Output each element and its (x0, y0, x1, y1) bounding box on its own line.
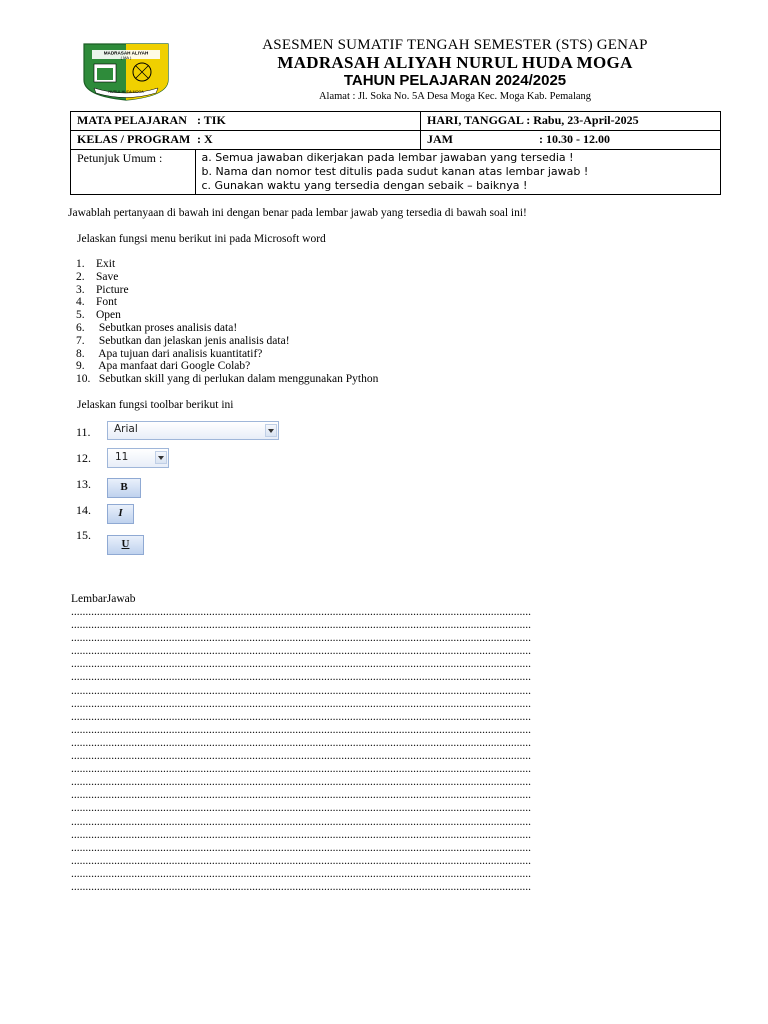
question-number: 4. (76, 296, 85, 309)
petunjuk-label: Petunjuk Umum : (71, 150, 195, 194)
mapel-cell (71, 112, 421, 131)
logo-sub-text: ( MA ) (120, 55, 132, 60)
kelas-value: : X (197, 132, 213, 146)
font-size-dropdown-image (107, 448, 169, 468)
petunjuk-cell (71, 150, 721, 195)
answer-line[interactable]: ................................................................................................................................................................ (71, 658, 531, 671)
answer-line[interactable]: ................................................................................................................................................................ (71, 841, 531, 854)
question-text: Sebutkan skill yang di perlukan dalam menggunakan Python (96, 373, 379, 386)
toolbar-question-number: 13. (76, 477, 91, 491)
petunjuk-items (195, 150, 720, 194)
bold-icon: B (120, 481, 128, 493)
italic-button-image (107, 504, 134, 524)
question-number: 9. (76, 360, 85, 373)
font-name-value: Arial (114, 423, 138, 435)
answer-line[interactable]: ................................................................................................................................................................ (71, 867, 531, 880)
question-text: Open (96, 309, 121, 322)
header (205, 36, 705, 103)
answer-line[interactable]: ................................................................................................................................................................ (71, 619, 531, 632)
petunjuk-item: c. Gunakan waktu yang tersedia dengan sebaik – baiknya ! (201, 179, 528, 192)
list-item (76, 348, 378, 361)
answer-line[interactable]: ................................................................................................................................................................ (71, 645, 531, 658)
question-number: 5. (76, 309, 85, 322)
list-item (76, 373, 378, 386)
answer-line[interactable]: ................................................................................................................................................................ (71, 606, 531, 618)
hari-value: Rabu, 23-April-2025 (533, 113, 639, 127)
question-text: Save (96, 270, 119, 283)
answer-line[interactable]: ................................................................................................................................................................ (71, 776, 531, 789)
petunjuk-item: b. Nama dan nomor test ditulis pada sudut kanan atas lembar jawab ! (201, 165, 589, 178)
exam-info-table (70, 111, 721, 195)
answer-lines[interactable] (71, 606, 723, 894)
answer-line[interactable]: ................................................................................................................................................................ (71, 750, 531, 763)
jam-label: JAM (427, 132, 453, 146)
answer-sheet-title: LembarJawab (71, 593, 136, 605)
question-number: 6. (76, 321, 85, 334)
answer-line[interactable]: ................................................................................................................................................................ (71, 723, 531, 736)
bold-button-image (107, 478, 141, 498)
hari-label: HARI, TANGGAL : (427, 113, 531, 127)
toolbar-question-number: 15. (76, 528, 91, 542)
section1-title: Jelaskan fungsi menu berikut ini pada Microsoft word (77, 233, 326, 245)
answer-line[interactable]: ................................................................................................................................................................ (71, 710, 531, 723)
toolbar-question-number: 11. (76, 425, 91, 439)
answer-line[interactable]: ................................................................................................................................................................ (71, 815, 531, 828)
question-list (76, 258, 378, 386)
kelas-cell (71, 131, 421, 150)
toolbar-question-number: 14. (76, 503, 91, 517)
list-item (76, 284, 378, 297)
petunjuk-item: a. Semua jawaban dikerjakan pada lembar jawaban yang tersedia ! (201, 151, 574, 164)
chevron-down-icon (155, 451, 167, 464)
answer-line[interactable]: ................................................................................................................................................................ (71, 880, 531, 893)
answer-line[interactable]: ................................................................................................................................................................ (71, 789, 531, 802)
answer-line[interactable]: ................................................................................................................................................................ (71, 763, 531, 776)
question-text: Picture (96, 283, 129, 296)
list-item (76, 360, 378, 373)
list-item (76, 309, 378, 322)
question-text: Sebutkan proses analisis data! (96, 321, 238, 334)
school-address: Alamat : Jl. Soka No. 5A Desa Moga Kec. Moga Kab. Pemalang (318, 91, 592, 102)
list-item (76, 296, 378, 309)
question-number: 10. (76, 373, 91, 386)
school-logo (80, 40, 172, 102)
font-name-dropdown-image (107, 421, 279, 440)
list-item (76, 335, 378, 348)
kelas-label: KELAS / PROGRAM (77, 132, 191, 146)
general-instruction: Jawablah pertanyaan di bawah ini dengan benar pada lembar jawab yang tersedia di bawah soal ini! (68, 207, 527, 219)
answer-line[interactable]: ................................................................................................................................................................ (71, 828, 531, 841)
question-text: Apa tujuan dari analisis kuantitatif? (96, 347, 263, 360)
jam-value: : 10.30 - 12.00 (539, 132, 610, 146)
chevron-down-icon (265, 424, 277, 437)
answer-line[interactable]: ................................................................................................................................................................ (71, 854, 531, 867)
logo-top-text: MADRASAH ALIYAH (103, 50, 149, 56)
question-text: Sebutkan dan jelaskan jenis analisis data! (96, 334, 290, 347)
answer-line[interactable]: ................................................................................................................................................................ (71, 802, 531, 815)
question-text: Font (96, 296, 118, 309)
underline-icon: U (121, 538, 130, 550)
logo-ribbon-text: NURUL HUDA MOGA (108, 90, 144, 94)
toolbar-question-number: 12. (76, 451, 91, 465)
question-number: 8. (76, 347, 85, 360)
list-item (76, 258, 378, 271)
answer-line[interactable]: ................................................................................................................................................................ (71, 684, 531, 697)
question-number: 1. (76, 258, 85, 270)
answer-line[interactable]: ................................................................................................................................................................ (71, 671, 531, 684)
italic-icon: I (118, 507, 123, 519)
question-text: Exit (96, 258, 116, 270)
question-number: 7. (76, 334, 85, 347)
section2-title: Jelaskan fungsi toolbar berikut ini (77, 399, 234, 411)
list-item (76, 271, 378, 284)
mapel-label: MATA PELAJARAN (77, 113, 187, 127)
answer-line[interactable]: ................................................................................................................................................................ (71, 736, 531, 749)
question-number: 2. (76, 270, 85, 283)
answer-line[interactable]: ................................................................................................................................................................ (71, 697, 531, 710)
hari-cell (421, 112, 721, 131)
academic-year: TAHUN PELAJARAN 2024/2025 (343, 72, 567, 89)
underline-button-image (107, 535, 144, 555)
list-item (76, 322, 378, 335)
jam-cell (421, 131, 721, 150)
header-title: ASESMEN SUMATIF TENGAH SEMESTER (STS) GENAP (262, 37, 648, 53)
font-size-value: 11 (115, 451, 129, 463)
question-number: 3. (76, 283, 85, 296)
mapel-value: : TIK (197, 113, 226, 127)
question-text: Apa manfaat dari Google Colab? (96, 360, 251, 373)
school-name: MADRASAH ALIYAH NURUL HUDA MOGA (277, 53, 633, 72)
answer-line[interactable]: ................................................................................................................................................................ (71, 632, 531, 645)
